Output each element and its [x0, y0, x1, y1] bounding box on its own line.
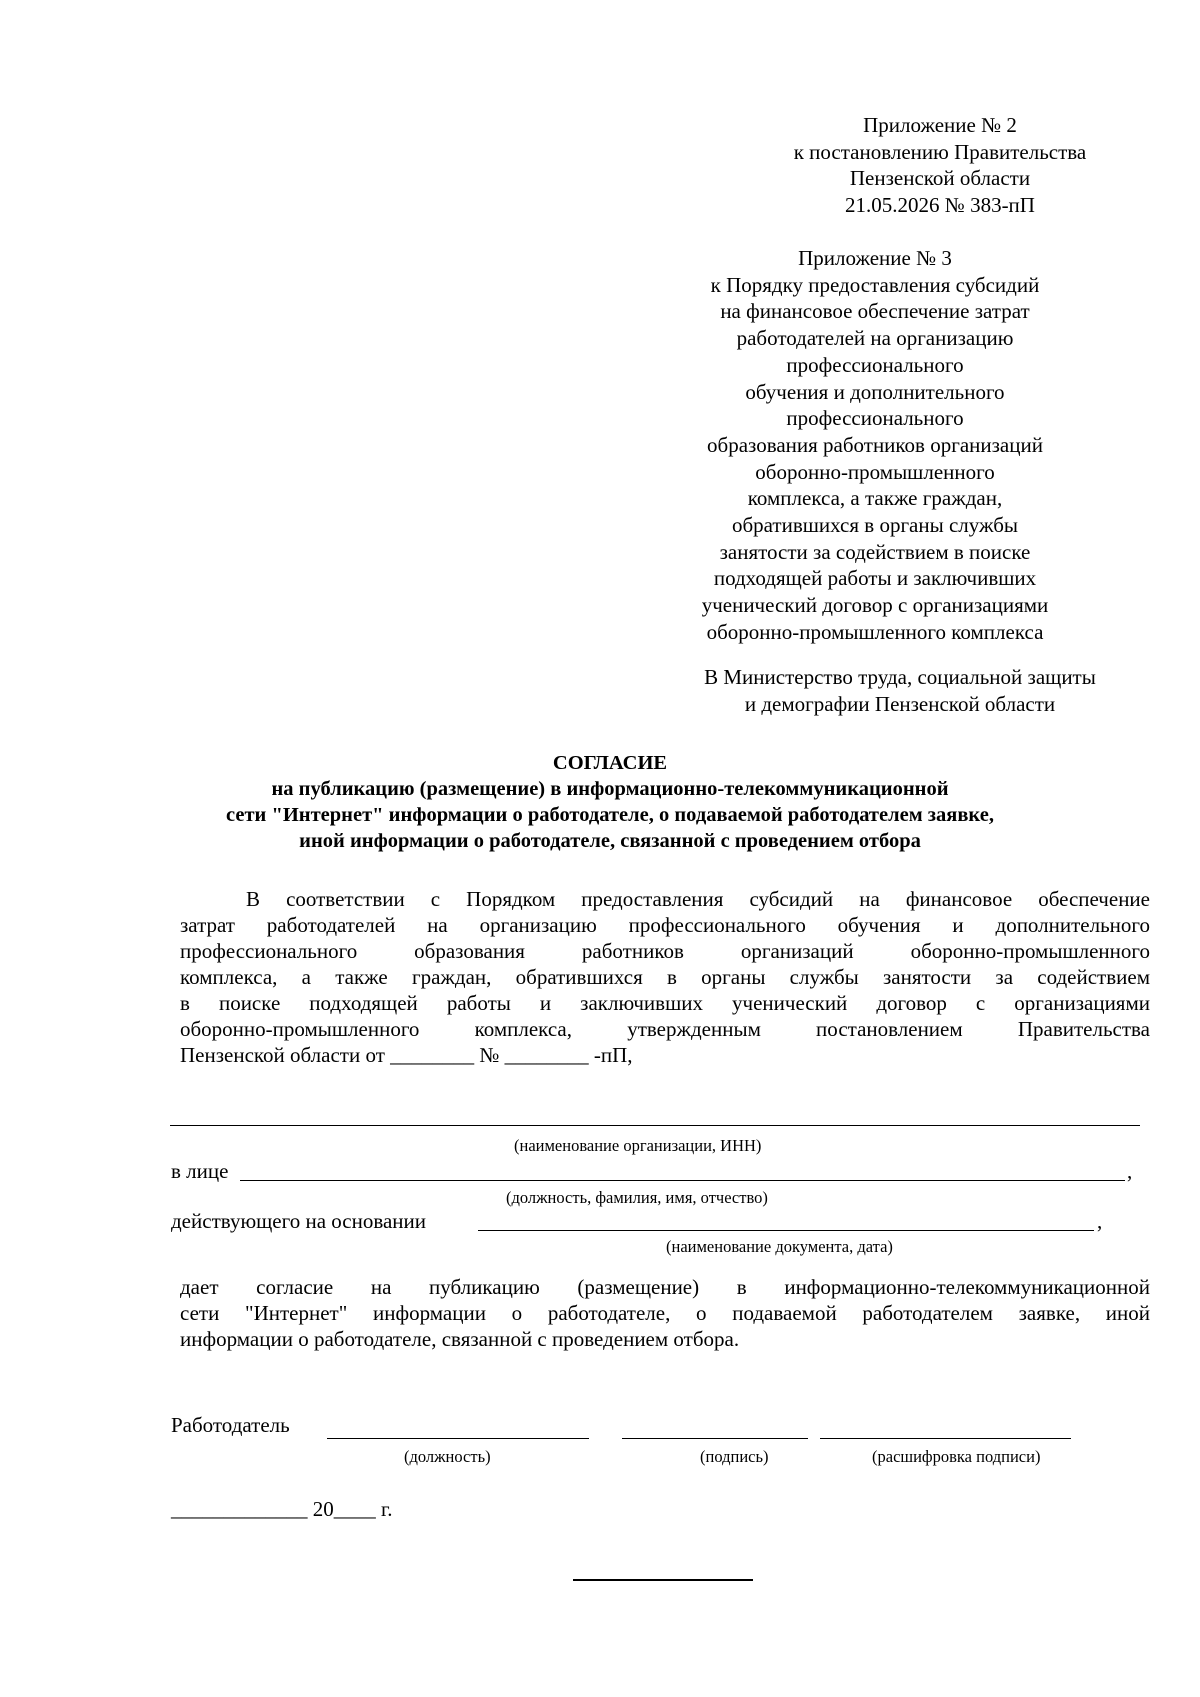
person-comma: ,: [1127, 1159, 1133, 1183]
appendix-3-header: [645, 245, 1105, 646]
position-caption: (должность): [404, 1447, 491, 1466]
date-year-suffix: г.: [381, 1497, 393, 1521]
intro-line: профессионального образования работников организаций оборонно-промышленного: [180, 939, 1150, 963]
org-name-caption: (наименование организации, ИНН): [514, 1136, 762, 1155]
addressee-line: и демографии Пензенской области: [744, 691, 1056, 716]
document-title: [60, 750, 1160, 854]
signature-decoding-line[interactable]: [820, 1438, 1071, 1439]
addressee-line: В Министерство труда, социальной защиты: [704, 665, 1096, 689]
basis-label: действующего на основании: [171, 1209, 427, 1233]
signature-caption: (подпись): [700, 1447, 769, 1466]
org-name-line[interactable]: [170, 1125, 1140, 1126]
appendix-3-line: комплекса, а также граждан,: [747, 486, 1003, 511]
appendix-3-line: Приложение № 3: [798, 246, 952, 270]
appendix-2-line: Приложение № 2: [863, 113, 1017, 137]
date-year-prefix: 20: [312, 1497, 334, 1521]
consent-line: сети "Интернет" информации о работодателе, о подаваемой работодателем заявке, иной: [180, 1301, 1150, 1325]
signature-line[interactable]: [622, 1438, 808, 1439]
intro-line: оборонно-промышленного комплекса, утвержденным постановлением Правительства: [180, 1017, 1150, 1041]
person-caption: (должность, фамилия, имя, отчество): [506, 1188, 768, 1207]
intro-line: В соответствии с Порядком предоставления субсидий на финансовое обеспечение: [246, 887, 1150, 911]
appendix-3-line: работодателей на организацию: [736, 326, 1014, 351]
employer-label: Работодатель: [171, 1413, 290, 1437]
appendix-3-line: ученический договор с организациями: [701, 593, 1049, 618]
person-name-line[interactable]: [240, 1180, 1125, 1181]
appendix-3-line: образования работников организаций: [707, 432, 1043, 457]
closing-separator: [573, 1579, 753, 1581]
appendix-3-line: профессионального: [786, 406, 964, 431]
basis-document-line[interactable]: [478, 1230, 1094, 1231]
position-line[interactable]: [327, 1438, 589, 1439]
appendix-2-line: к постановлению Правительства: [793, 139, 1087, 164]
intro-line: в поиске подходящей работы и заключивших ученический договор с организациями: [180, 991, 1150, 1015]
date-day-month-blank[interactable]: _____________: [171, 1497, 308, 1521]
title-heading: СОГЛАСИЕ: [552, 752, 668, 774]
appendix-3-line: оборонно-промышленного: [755, 459, 995, 484]
person-label: в лице: [171, 1159, 229, 1183]
decoding-caption: (расшифровка подписи): [872, 1447, 1041, 1466]
title-line: на публикацию (размещение) в информационно-телекоммуникационной: [271, 778, 949, 800]
appendix-3-line: обратившихся в органы службы: [731, 513, 1019, 538]
intro-line: затрат работодателей на организацию профессионального обучения и дополнительного: [180, 913, 1150, 937]
date-year-blank[interactable]: ____: [333, 1497, 376, 1521]
appendix-3-line: обучения и дополнительного: [745, 379, 1005, 404]
title-line: сети "Интернет" информации о работодателе, о подаваемой работодателем заявке,: [226, 804, 994, 826]
consent-line: дает согласие на публикацию (размещение) в информационно-телекоммуникационной: [180, 1275, 1150, 1299]
appendix-2-line: Пензенской области: [849, 166, 1031, 191]
appendix-3-line: к Порядку предоставления субсидий: [710, 272, 1040, 297]
intro-paragraph: [180, 886, 1150, 1068]
appendix-3-line: на финансовое обеспечение затрат: [720, 299, 1030, 324]
appendix-2-line: 21.05.2026 № 383-пП: [845, 193, 1035, 218]
title-line: иной информации о работодателе, связанной с проведением отбора: [299, 830, 921, 852]
intro-line: Пензенской области от ________ № ________ -пП,: [180, 1043, 633, 1067]
appendix-3-line: оборонно-промышленного комплекса: [706, 619, 1044, 644]
appendix-3-line: профессионального: [786, 352, 964, 377]
intro-line: комплекса, а также граждан, обратившихся в органы службы занятости за содействием: [180, 965, 1150, 989]
consent-paragraph: [180, 1274, 1150, 1352]
date-line: [171, 1496, 393, 1522]
consent-line: информации о работодателе, связанной с проведением отбора.: [180, 1327, 740, 1351]
addressee-block: [670, 664, 1130, 717]
basis-comma: ,: [1097, 1209, 1103, 1233]
appendix-2-header: [660, 112, 1200, 219]
appendix-3-line: подходящей работы и заключивших: [713, 566, 1037, 591]
appendix-3-line: занятости за содействием в поиске: [719, 539, 1031, 564]
basis-caption: (наименование документа, дата): [666, 1237, 893, 1256]
